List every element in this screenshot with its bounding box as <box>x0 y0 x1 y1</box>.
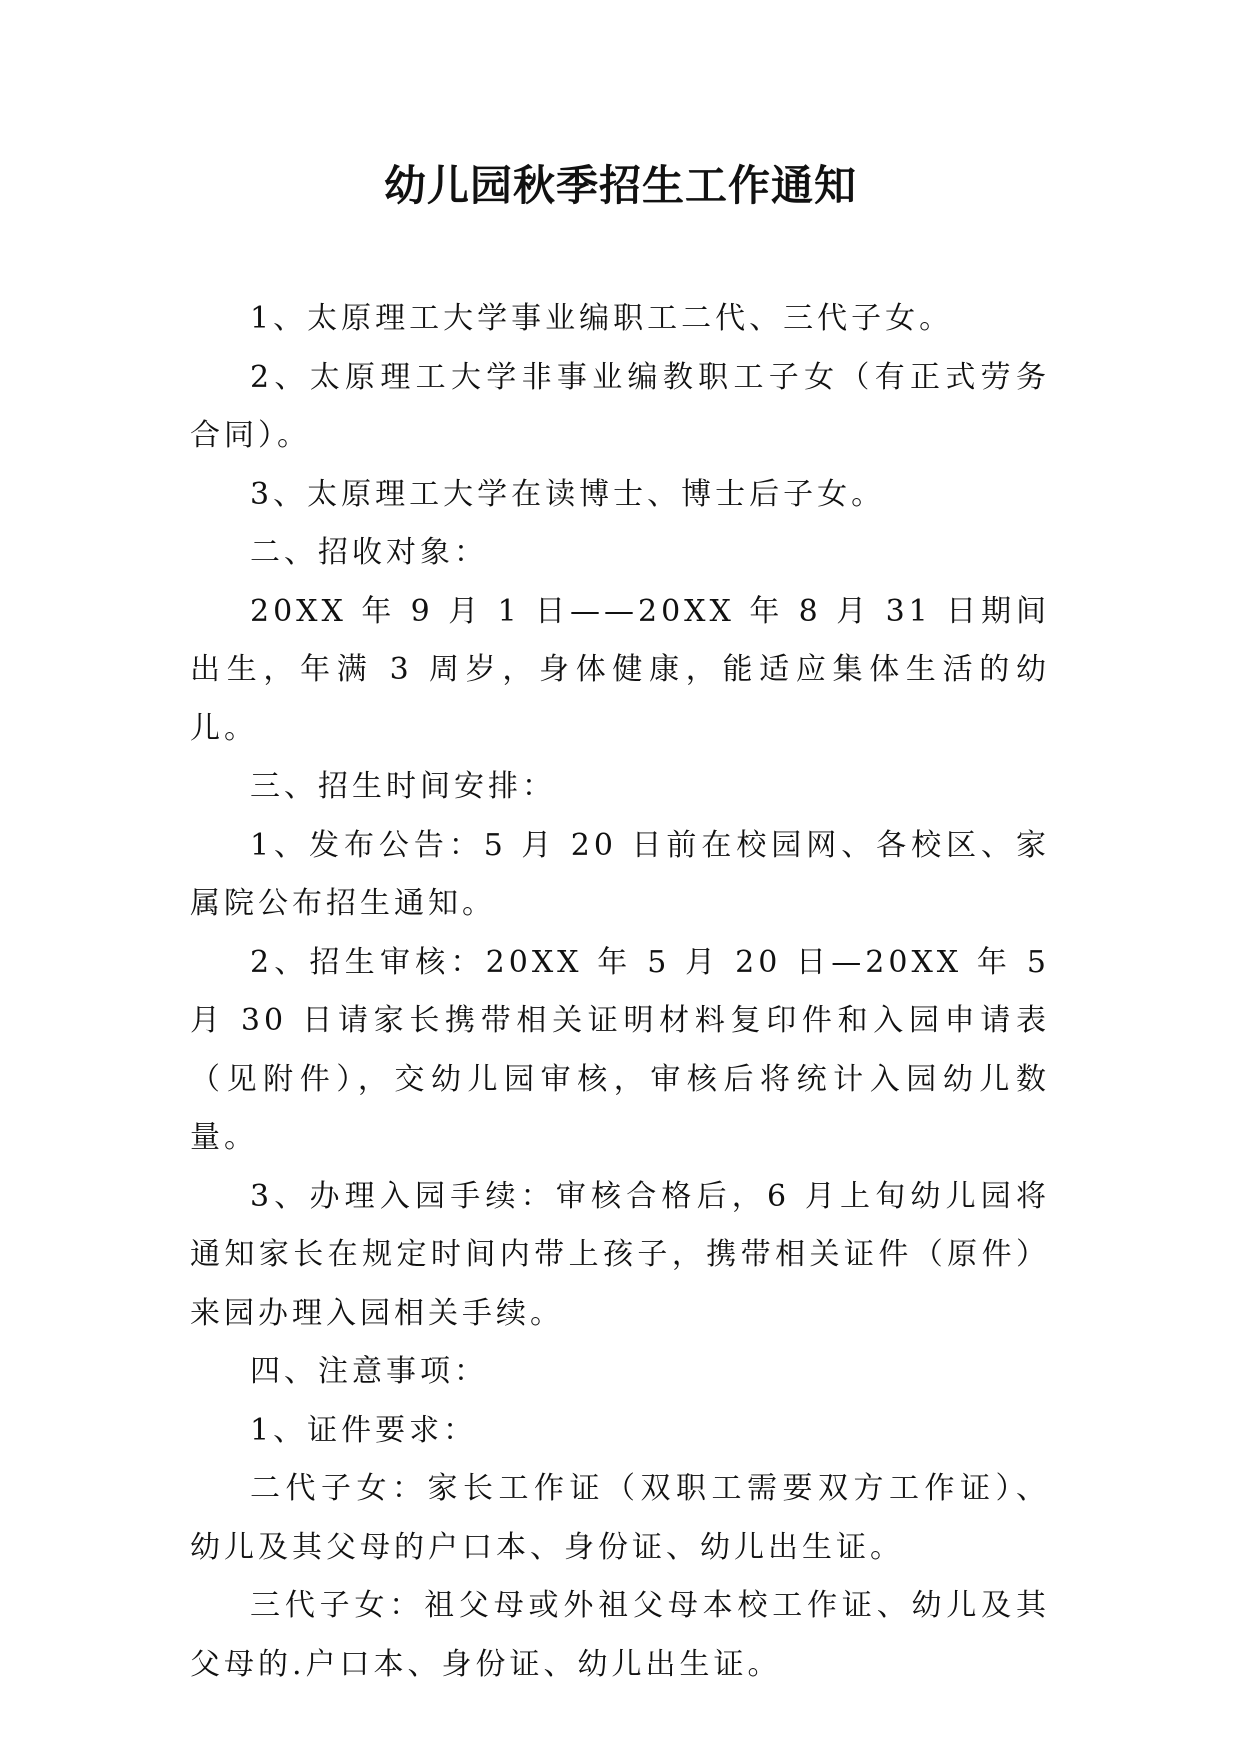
paragraph: 20XX 年 9 月 1 日——20XX 年 8 月 31 日期间出生，年满 3 周岁，身体健康，能适应集体生活的幼儿。 <box>190 593 1050 746</box>
section-heading: 三、招生时间安排： <box>250 769 556 804</box>
paragraph: 3、办理入园手续：审核合格后，6 月上旬幼儿园将通知家长在规定时间内带上孩子，携带相关证件（原件）来园办理入园相关手续。 <box>190 1178 1050 1331</box>
paragraph: 2、太原理工大学非事业编教职工子女（有正式劳务合同）。 <box>190 359 1050 453</box>
paragraph: 1、发布公告：5 月 20 日前在校园网、各校区、家属院公布招生通知。 <box>190 827 1050 921</box>
paragraph: 3、太原理工大学在读博士、博士后子女。 <box>250 476 886 512</box>
document-title: 幼儿园秋季招生工作通知 <box>383 161 857 210</box>
paragraph: 1、太原理工大学事业编职工二代、三代子女。 <box>250 301 954 336</box>
paragraph: 三代子女：祖父母或外祖父母本校工作证、幼儿及其父母的.户口本、身份证、幼儿出生证。 <box>190 1588 1050 1682</box>
section-heading: 二、招收对象： <box>250 535 488 570</box>
section-heading: 四、注意事项： <box>250 1354 488 1389</box>
paragraph: 2、招生审核：20XX 年 5 月 20 日—20XX 年 5 月 30 日请家长携带相关证明材料复印件和入园申请表（见附件），交幼儿园审核，审核后将统计入园幼儿数量。 <box>190 944 1050 1155</box>
document-body <box>190 290 1050 1694</box>
paragraph: 二代子女：家长工作证（双职工需要双方工作证）、幼儿及其父母的户口本、身份证、幼儿出生证。 <box>190 1471 1050 1565</box>
paragraph: 1、证件要求： <box>250 1412 478 1448</box>
